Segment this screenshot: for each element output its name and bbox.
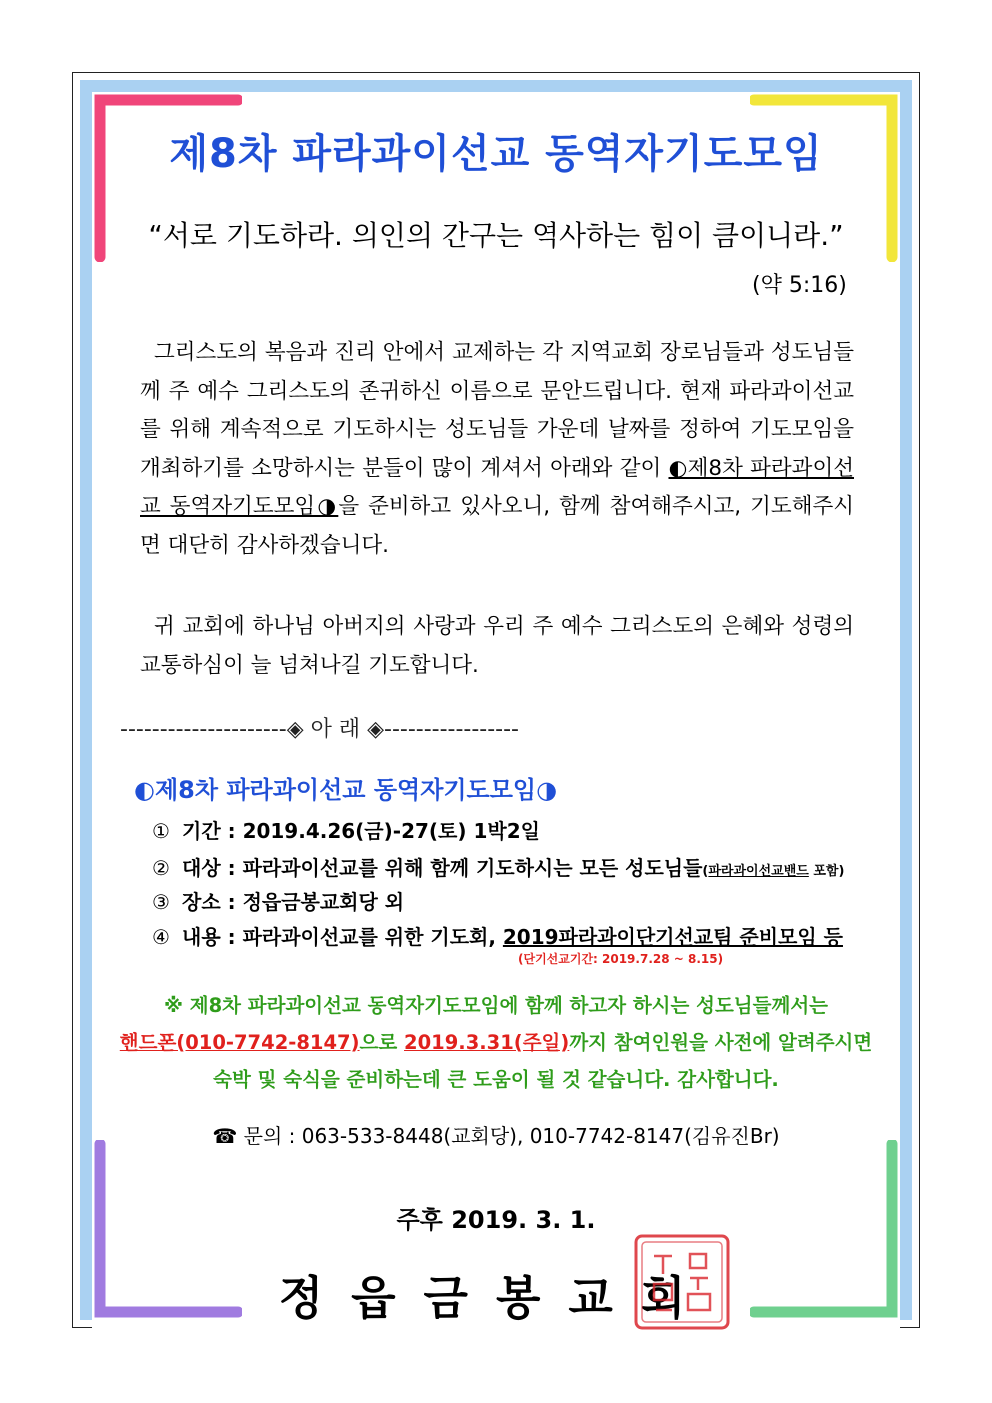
item-note-open: ( <box>702 864 709 879</box>
details-subtitle: ◐제8차 파라과이선교 동역자기도모임◑ <box>134 776 558 804</box>
short-term-period: (단기선교기간: 2019.7.28 ~ 8.15) <box>518 952 724 966</box>
item-number: ③ <box>152 890 170 914</box>
contact-info: ☎ 문의 : 063-533-8448(교회당), 010-7742-8147(김유진Br) <box>212 1124 780 1148</box>
detail-item-target <box>152 852 844 881</box>
item-text: 내용 : 파라과이선교를 위한 기도회, <box>182 925 503 949</box>
item-number: ② <box>152 856 170 880</box>
church-seal-stamp <box>632 1232 732 1332</box>
intro-event-name: ◐제8차 파라과이선교 동역자기도모임◑ <box>140 455 854 519</box>
item-number: ① <box>152 819 170 843</box>
notice-line-2 <box>0 1027 992 1055</box>
notice-end: 까지 참여인원을 사전에 알려주시면 <box>569 1031 873 1054</box>
notice-line-1: ※ 제8차 파라과이선교 동역자기도모임에 함께 하고자 하시는 성도님들께서는 <box>164 994 828 1017</box>
document-date: 주후 2019. 3. 1. <box>396 1206 596 1234</box>
blessing-paragraph: 귀 교회에 하나님 아버지의 사랑과 우리 주 예수 그리스도의 은혜와 성령의 교통하심이 늘 넘쳐나길 기도합니다. <box>140 614 854 678</box>
section-separator: ---------------------◈ 아 래 ◈----------------- <box>120 717 519 742</box>
notice-deadline: 2019.3.31(주일) <box>404 1031 570 1054</box>
item-note-rest: 포함) <box>808 864 845 879</box>
notice-line-3: 숙박 및 숙식을 준비하는데 큰 도움이 될 것 같습니다. 감사합니다. <box>213 1068 779 1091</box>
detail-item-place <box>152 886 404 915</box>
bible-quote: “서로 기도하라. 의인의 간구는 역사하는 힘이 큼이니라.” <box>148 219 844 252</box>
intro-text-part1: 그리스도의 복음과 진리 안에서 교제하는 각 지역교회 장로님들과 성도님들께 주 예수 그리스도의 존귀하신 이름으로 문안드립니다. 현재 파라과이선교를 위해 계속적으로 기도하시는 성도님들 가운데 날짜를 정하여 기도모임을 개최하기를 소망하시는 분들이 많이 계셔서 아래와 같이 <box>140 340 854 481</box>
detail-item-period <box>152 815 540 844</box>
intro-paragraph <box>140 334 854 565</box>
intro-text-part2: 을 준비하고 있사오니, 함께 참여해주시고, 기도해주시면 대단히 감사하겠습니다. <box>140 494 855 558</box>
item-text: 기간 : 2019.4.26(금)-27(토) 1박2일 <box>182 819 540 843</box>
page-title: 제8차 파라과이선교 동역자기도모임 <box>169 131 823 177</box>
notice-phone: 핸드폰(010-7742-8147) <box>119 1031 360 1054</box>
item-text: 장소 : 정읍금봉교회당 외 <box>182 890 405 914</box>
item-number: ④ <box>152 925 170 949</box>
item-note-band: 파라과이선교밴드 <box>708 864 809 879</box>
church-name: 정읍금봉교회 <box>278 1271 714 1325</box>
notice-mid: 으로 <box>359 1031 405 1054</box>
detail-item-content <box>152 921 843 950</box>
item-text-underlined: 2019파라과이단기선교팀 준비모임 등 <box>502 925 843 949</box>
item-text: 대상 : 파라과이선교를 위해 함께 기도하시는 모든 성도님들 <box>182 856 703 880</box>
bible-reference: (약 5:16) <box>752 273 847 298</box>
